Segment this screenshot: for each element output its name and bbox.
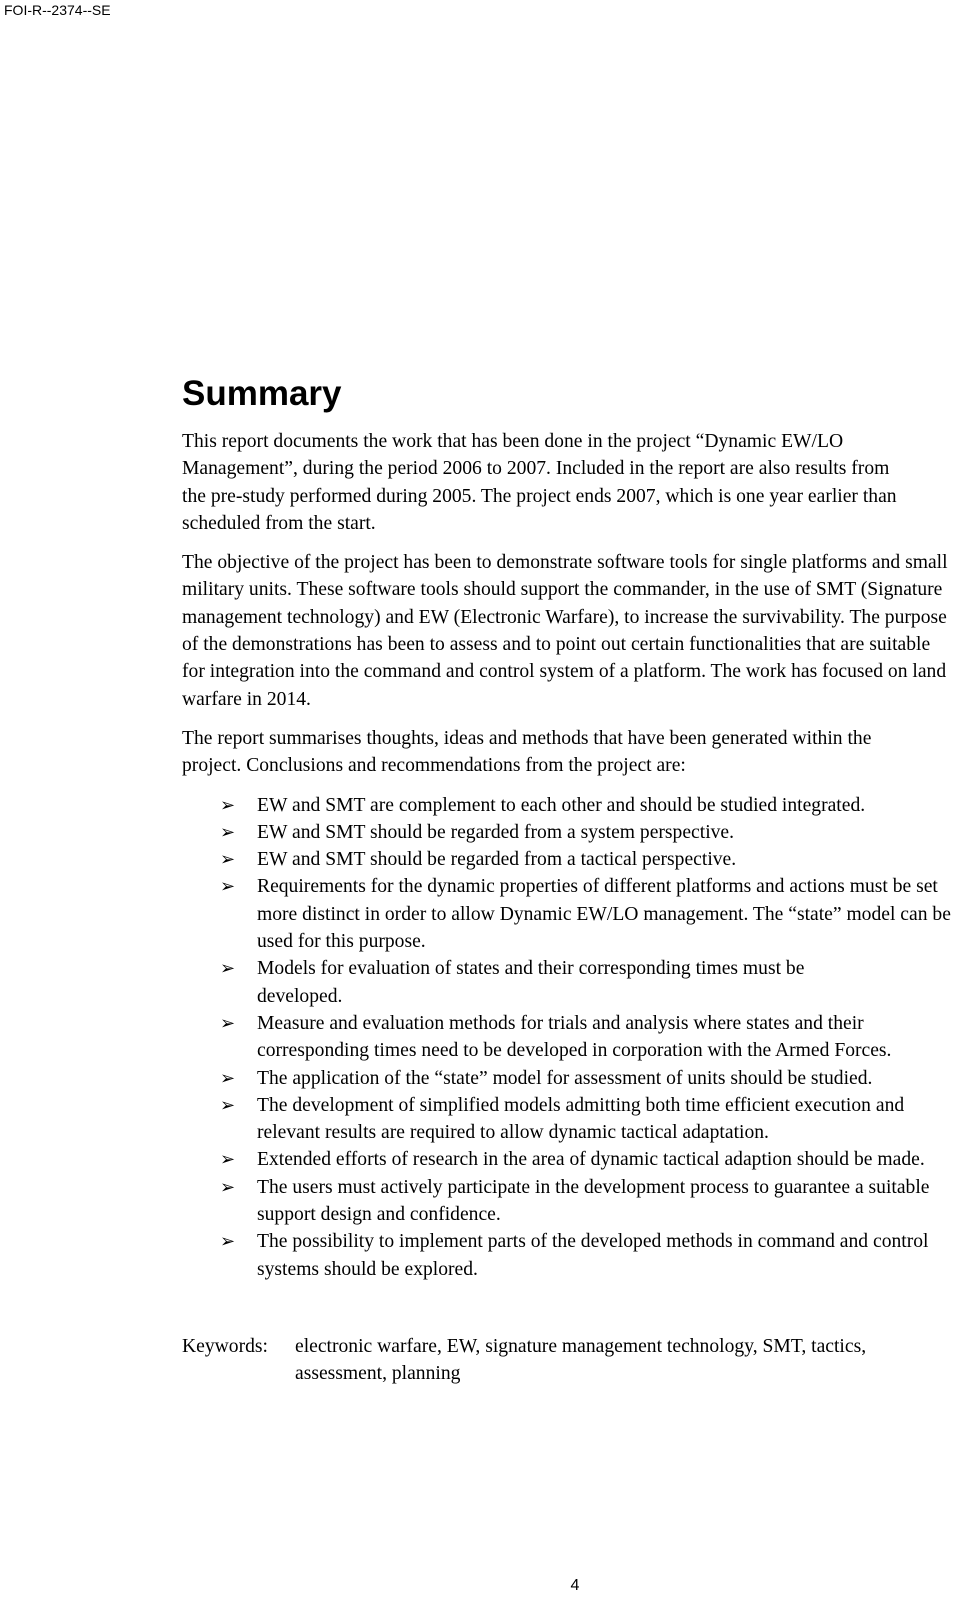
list-item	[182, 1228, 960, 1283]
list-item-text: EW and SMT are complement to each other and should be studied integrated.	[257, 794, 866, 816]
arrowhead-bullet-icon: ➢	[220, 1067, 236, 1089]
list-item	[182, 1065, 960, 1092]
list-item-text: EW and SMT should be regarded from a tactical perspective.	[257, 849, 737, 871]
report-id: FOI-R--2374--SE	[4, 2, 111, 18]
page-number: 4	[570, 1577, 580, 1594]
list-item	[182, 846, 960, 873]
arrowhead-bullet-icon: ➢	[220, 849, 236, 871]
summary-paragraph: The report summarises thoughts, ideas and methods that have been generated within the project. Conclusions and recommendations from the project are:	[182, 727, 872, 777]
list-item	[182, 873, 960, 955]
arrowhead-bullet-icon: ➢	[220, 1149, 236, 1171]
list-item	[182, 1010, 947, 1065]
keywords-text: electronic warfare, EW, signature management technology, SMT, tactics, assessment, planning	[295, 1335, 867, 1385]
arrowhead-bullet-icon: ➢	[220, 1012, 236, 1034]
list-item-text: The application of the “state” model for assessment of units should be studied.	[257, 1067, 873, 1089]
list-item	[182, 1174, 960, 1229]
list-item	[182, 792, 960, 819]
list-item-text: Measure and evaluation methods for trials and analysis where states and their corresponding times need to be developed in corporation with the Armed Forces.	[257, 1012, 892, 1062]
arrowhead-bullet-icon: ➢	[220, 876, 236, 898]
list-item	[182, 955, 857, 1010]
list-item-text: The development of simplified models admitting both time efficient execution and relevant results are required to allow dynamic tactical adaptation.	[257, 1094, 905, 1144]
list-item	[182, 1092, 960, 1147]
summary-section	[182, 372, 960, 1388]
arrowhead-bullet-icon: ➢	[220, 1094, 236, 1116]
list-item-text: The users must actively participate in the development process to guarantee a suitable support design and confidence.	[257, 1176, 930, 1226]
list-item	[182, 819, 960, 846]
summary-paragraph: This report documents the work that has been done in the project “Dynamic EW/LO Management”, during the period 2006 to 2007. Included in the report are also results from the pre-study performed during 2005. The project ends 2007, which is one year earlier than scheduled from the start.	[182, 431, 897, 534]
arrowhead-bullet-icon: ➢	[220, 794, 236, 816]
list-item	[182, 1146, 960, 1173]
summary-paragraph: The objective of the project has been to demonstrate software tools for single platforms and small military units. These software tools should support the commander, in the use of SMT (Signature management technology) and EW (Electronic Warfare), to increase the survivability. The purpose of the demonstrations has been to assess and to point out certain functionalities that are suitable for integration into the command and control system of a platform. The work has focused on land warfare in 2014.	[182, 552, 948, 710]
keywords-block	[182, 1333, 960, 1388]
arrowhead-bullet-icon: ➢	[220, 1231, 236, 1253]
arrowhead-bullet-icon: ➢	[220, 821, 236, 843]
list-item-text: Models for evaluation of states and their corresponding times must be developed.	[257, 958, 805, 1007]
keywords-label: Keywords:	[182, 1335, 268, 1357]
arrowhead-bullet-icon: ➢	[220, 1176, 236, 1198]
list-item-text: The possibility to implement parts of the developed methods in command and control systems should be explored.	[257, 1231, 929, 1280]
arrowhead-bullet-icon: ➢	[220, 958, 236, 980]
page-title: Summary	[182, 374, 342, 413]
list-item-text: EW and SMT should be regarded from a system perspective.	[257, 821, 735, 843]
list-item-text: Extended efforts of research in the area of dynamic tactical adaption should be made.	[257, 1149, 925, 1171]
conclusions-list	[182, 792, 960, 1283]
list-item-text: Requirements for the dynamic properties of different platforms and actions must be set more distinct in order to allow Dynamic EW/LO management. The “state” model can be used for this purpose.	[257, 876, 951, 953]
